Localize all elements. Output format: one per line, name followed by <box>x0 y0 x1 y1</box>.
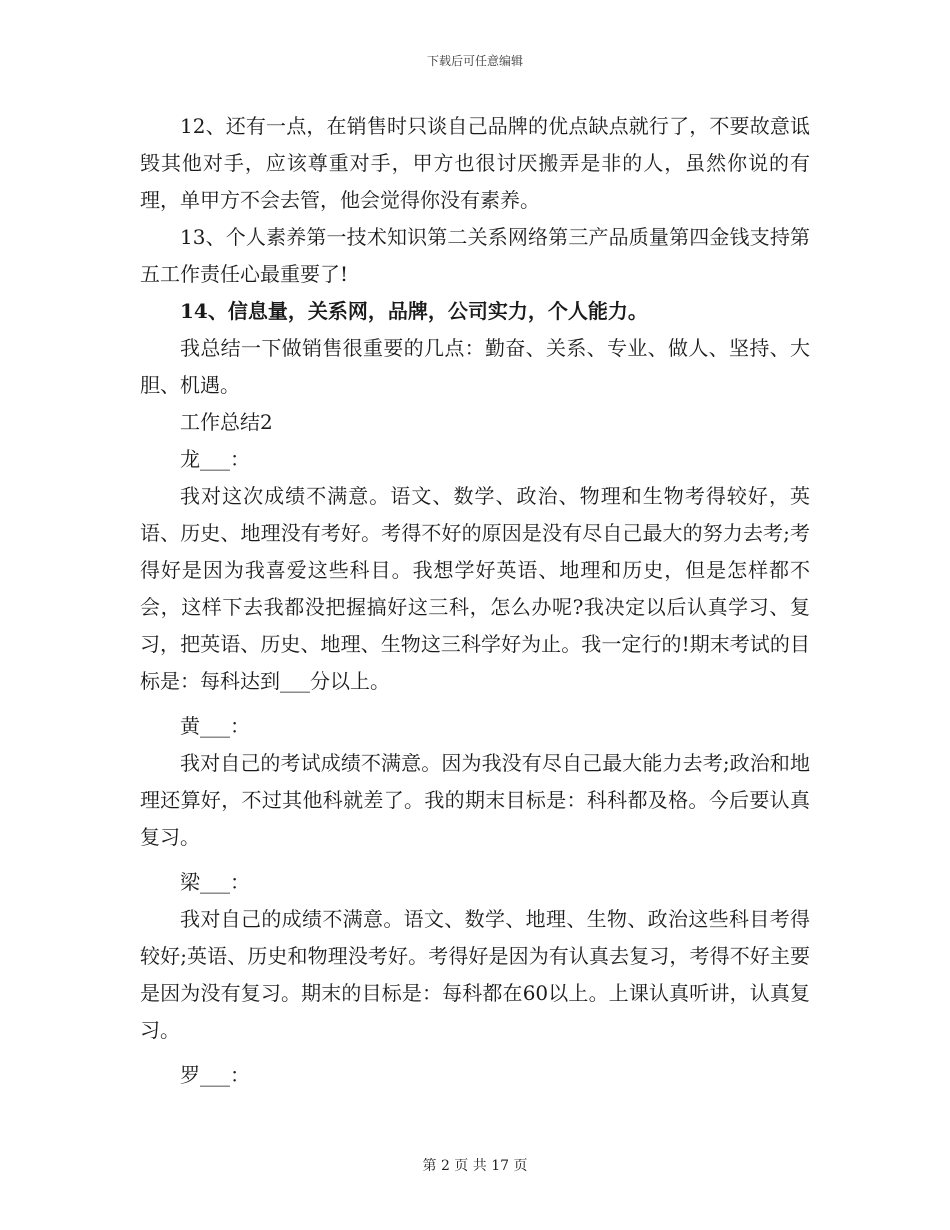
section-title: 工作总结2 <box>180 410 273 434</box>
student-name-luo: 罗___： <box>180 1063 250 1087</box>
paragraph-item-14: 14、信息量，关系网，品牌，公司实力，个人能力。 <box>180 299 648 323</box>
page-header: 下载后可任意编辑 <box>426 54 523 68</box>
paragraph-item-13: 13、个人素养第一技术知识第二关系网络第三产品质量第四金钱支持第五工作责任心最重要了! <box>140 225 810 286</box>
paragraph-item-12: 12、还有一点，在销售时只谈自己品牌的优点缺点就行了，不要故意诋毁其他对手，应该尊重对手，甲方也很讨厌搬弄是非的人，虽然你说的有理，单甲方不会去管，他会觉得你没有素养。 <box>140 114 810 212</box>
document-body <box>140 108 810 1094</box>
student-comment-liang: 我对自己的成绩不满意。语文、数学、地理、生物、政治这些科目考得较好;英语、历史和物理没考好。考得好是因为有认真去复习，考得不好主要是因为没有复习。期末的目标是：每科都在60以上。上课认真听讲，认真复习。 <box>140 907 810 1042</box>
student-comment-huang: 我对自己的考试成绩不满意。因为我没有尽自己最大能力去考;政治和地理还算好，不过其他科就差了。我的期末目标是：科科都及格。今后要认真复习。 <box>140 751 810 849</box>
paragraph-summary: 我总结一下做销售很重要的几点：勤奋、关系、专业、做人、坚持、大胆、机遇。 <box>140 336 810 397</box>
page-footer: 第 2 页 共 17 页 <box>422 1158 528 1174</box>
student-comment-long: 我对这次成绩不满意。语文、数学、政治、物理和生物考得较好，英语、历史、地理没有考好。考得不好的原因是没有尽自己最大的努力去考;考得好是因为我喜爱这些科目。我想学好英语、地理和历史，但是怎样都不会，这样下去我都没把握搞好这三科，怎么办呢?我决定以后认真学习、复习，把英语、历史、地理、生物这三科学好为止。我一定行的!期末考试的目标是：每科达到___分以上。 <box>140 484 810 693</box>
student-name-long: 龙___： <box>180 447 250 471</box>
student-name-liang: 梁___： <box>180 870 250 894</box>
student-name-huang: 黄___： <box>180 714 250 738</box>
